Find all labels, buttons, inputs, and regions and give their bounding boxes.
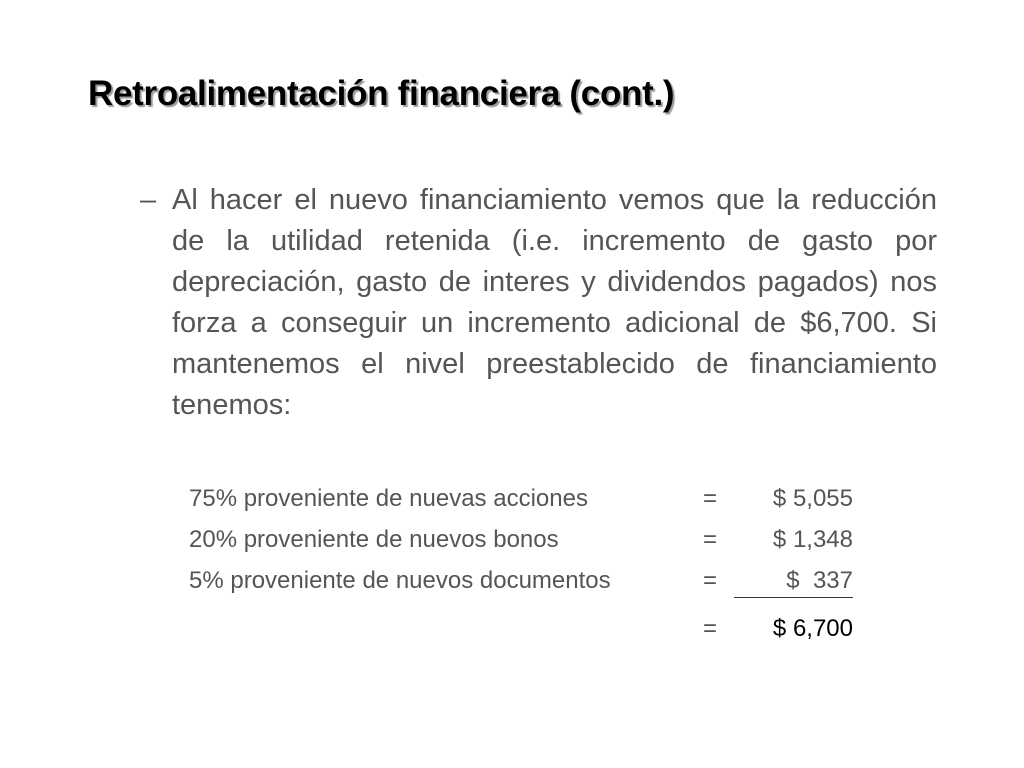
row-amount: $ 5,055	[772, 485, 853, 512]
total-amount: $ 6,700	[772, 615, 853, 642]
equals-sign: =	[702, 615, 717, 642]
breakdown-row-bonos	[189, 522, 853, 558]
equals-sign: =	[702, 567, 717, 594]
row-label: 75% proveniente de nuevas acciones	[189, 485, 588, 512]
bullet-paragraph	[140, 180, 937, 426]
row-amount: $ 337	[786, 567, 853, 594]
breakdown-total-row	[189, 611, 853, 647]
row-label: 20% proveniente de nuevos bonos	[189, 526, 559, 553]
slide-title: Retroalimentación financiera (cont.)	[88, 74, 675, 113]
row-amount: $ 1,348	[772, 526, 853, 553]
row-label: 5% proveniente de nuevos documentos	[189, 567, 611, 594]
bullet-text: Al hacer el nuevo financiamiento vemos que la reducción de la utilidad retenida (i.e. incremento de gasto por depreciación, gasto de interes y dividendos pagados) nos forza a conseguir un incremento adicional de $6,700. Si mantenemos el nivel preestablecido de financiamiento tenemos:	[172, 184, 937, 421]
breakdown-row-acciones	[189, 481, 853, 517]
sum-underline	[734, 597, 853, 598]
equals-sign: =	[702, 485, 717, 512]
breakdown-row-documentos	[189, 563, 853, 599]
equals-sign: =	[702, 526, 717, 553]
financing-breakdown	[189, 481, 853, 651]
bullet-dash: –	[140, 184, 157, 216]
